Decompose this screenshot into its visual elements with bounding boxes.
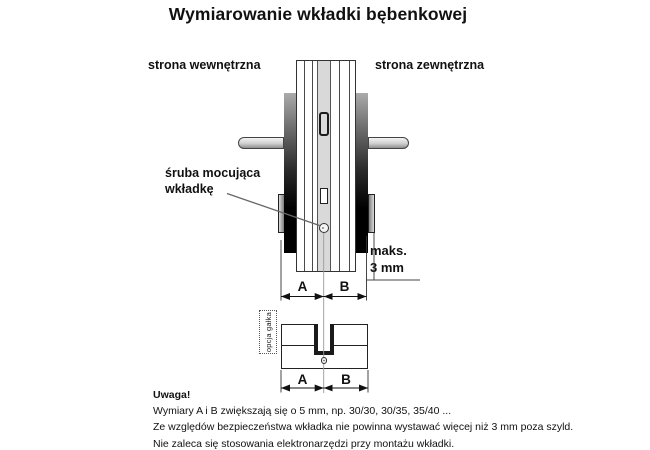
page-title: Wymiarowanie wkładki bębenkowej bbox=[168, 4, 468, 24]
note-line: Nie zaleca się stosowania elektronarzędzi przy montażu wkładki. bbox=[153, 437, 455, 450]
outer-side-label: strona zewnętrzna bbox=[375, 58, 485, 72]
keyway-slot-upper bbox=[319, 112, 329, 136]
fixing-screw bbox=[319, 223, 329, 233]
max-protrusion-line1: maks. bbox=[370, 243, 407, 258]
dimension-b-label: B bbox=[339, 279, 350, 294]
inner-side-label: strona wewnętrzna bbox=[148, 58, 261, 72]
max-protrusion-line2: 3 mm bbox=[370, 259, 404, 275]
fixing-screw-label-line2: wkładkę bbox=[165, 182, 214, 196]
note-heading: Uwaga! bbox=[153, 389, 191, 401]
keyway-slot-lower bbox=[320, 188, 328, 204]
fixing-screw-label-line1: śruba mocująca bbox=[165, 166, 261, 180]
screw-leader-line bbox=[227, 194, 320, 226]
lower-dimension-b-label: B bbox=[341, 372, 351, 387]
note-line: Wymiary A i B zwiększają się o 5 mm, np. 30/30, 30/35, 35/40 ... bbox=[153, 404, 452, 417]
lower-dimension-a-label: A bbox=[297, 372, 308, 387]
note-line: Ze względów bezpieczeństwa wkładka nie powinna wystawać więcej niż 3 mm poza szyld. bbox=[153, 421, 574, 433]
knob-option-label: opcja gałka bbox=[263, 311, 273, 353]
dimension-a-label: A bbox=[297, 279, 308, 294]
